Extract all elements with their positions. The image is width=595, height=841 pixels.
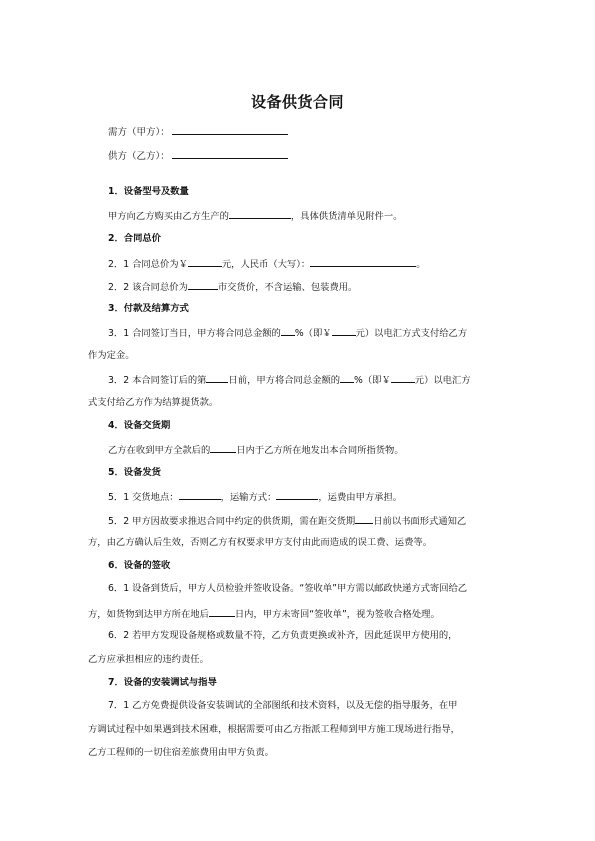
- text-run: 元）以电汇方式支付给乙方: [355, 328, 468, 339]
- notice-days-blank[interactable]: [355, 514, 373, 524]
- text-run: 日内，甲方未寄回“签收单”，视为签收合格处理。: [234, 609, 440, 620]
- section-6-heading: 6．设备的签收: [108, 560, 171, 571]
- payment-day-blank[interactable]: [206, 373, 228, 383]
- clause-5-2-line-2: 方，由乙方确认后生效，否则乙方有权要求甲方支付由此而造成的误工费、运费等。: [88, 537, 432, 548]
- product-blank[interactable]: [229, 209, 291, 219]
- text-run: ，具体供货清单见附件一。: [290, 211, 403, 222]
- seller-label: 供方（乙方）：: [108, 151, 170, 162]
- buyer-label: 需方（甲方）：: [108, 127, 170, 138]
- clause-7-1-line-2: 方调试过程中如果遇到技术困难，根据需要可由乙方指派工程师到甲方施工现场进行指导，: [88, 724, 460, 735]
- clause-5-1: [108, 490, 402, 504]
- balance-percent-blank[interactable]: [340, 373, 354, 383]
- text-run: 甲方向乙方购买由乙方生产的: [108, 211, 229, 222]
- section-7-heading: 7．设备的安装调试与指导: [108, 677, 217, 688]
- text-run: 方，如货物到达甲方所在地后: [88, 609, 209, 620]
- text-run: 元，人民币（大写）：: [221, 259, 311, 270]
- clause-3-1-line-1: [108, 326, 467, 340]
- clause-6-2-line-1: 6．2 若甲方发现设备规格或数量不符，乙方负责更换或补齐，因此延误甲方使用的，: [108, 630, 458, 641]
- text-run: 5．2 甲方因故要求推迟合同中约定的供货期，需在距交货期: [108, 516, 356, 527]
- text-run: 乙方在收到甲方全款后的: [108, 445, 211, 456]
- text-run: 3．1 合同签订当日，甲方将合同总金额的: [108, 328, 281, 339]
- clause-6-1-line-2: [88, 607, 440, 621]
- clause-2-1: [108, 257, 426, 271]
- text-run: 。: [416, 259, 426, 270]
- delivery-city-blank[interactable]: [188, 280, 218, 290]
- text-run: 2．2 该合同总价为: [108, 282, 188, 293]
- seller-field: [108, 148, 288, 162]
- text-run: 日内于乙方所在地发出本合同所指货物。: [236, 445, 404, 456]
- balance-amount-blank[interactable]: [391, 373, 415, 383]
- return-days-blank[interactable]: [209, 607, 235, 617]
- text-run: %（即￥: [354, 375, 391, 386]
- buyer-field: [108, 124, 288, 138]
- clause-3-2-line-2: 式支付给乙方作为结算提货款。: [88, 397, 219, 408]
- text-run: 3．2 本合同签订后的第: [108, 375, 207, 386]
- text-run: ，运输方式：: [220, 492, 277, 503]
- price-words-blank[interactable]: [310, 257, 416, 267]
- clause-7-1-line-1: 7．1 乙方免费提供设备安装调试的全部图纸和技术资料，以及无偿的指导服务，在甲: [108, 700, 458, 711]
- deposit-amount-blank[interactable]: [332, 326, 356, 336]
- section-4-paragraph: [108, 443, 404, 457]
- deposit-percent-blank[interactable]: [281, 326, 295, 336]
- delivery-days-blank[interactable]: [210, 443, 236, 453]
- seller-blank[interactable]: [172, 149, 288, 159]
- price-number-blank[interactable]: [188, 257, 222, 267]
- clause-6-2-line-2: 乙方应承担相应的违约责任。: [88, 654, 209, 665]
- transport-method-blank[interactable]: [276, 490, 318, 500]
- text-run: ，运费由甲方承担。: [318, 492, 403, 503]
- buyer-blank[interactable]: [172, 125, 288, 135]
- text-run: 市交货价，不含运输、包装费用。: [217, 282, 358, 293]
- clause-7-1-line-3: 乙方工程师的一切住宿差旅费用由甲方负责。: [88, 747, 274, 758]
- delivery-location-blank[interactable]: [179, 490, 221, 500]
- text-run: 2．1 合同总价为￥: [108, 259, 188, 270]
- clause-6-1-line-1: 6．1 设备到货后，甲方人员检验并签收设备。“签收单”甲方需以邮政快递方式寄回给乙: [108, 583, 468, 594]
- text-run: 5．1 交货地点：: [108, 492, 179, 503]
- clause-3-1-line-2: 作为定金。: [88, 350, 135, 361]
- clause-3-2-line-1: [108, 373, 471, 387]
- document-title: 设备供货合同: [250, 93, 344, 111]
- text-run: 日前，甲方将合同总金额的: [228, 375, 341, 386]
- section-3-heading: 3．付款及结算方式: [108, 303, 189, 314]
- text-run: %（即￥: [294, 328, 332, 339]
- clause-2-2: [108, 280, 357, 294]
- section-5-heading: 5．设备发货: [108, 467, 161, 478]
- section-2-heading: 2．合同总价: [108, 233, 161, 244]
- section-1-heading: 1．设备型号及数量: [108, 186, 189, 197]
- section-4-heading: 4．设备交货期: [108, 420, 171, 431]
- text-run: 元）以电汇方: [414, 375, 471, 386]
- section-1-paragraph: [108, 209, 402, 223]
- clause-5-2-line-1: [108, 514, 466, 528]
- text-run: 日前以书面形式通知乙: [373, 516, 467, 527]
